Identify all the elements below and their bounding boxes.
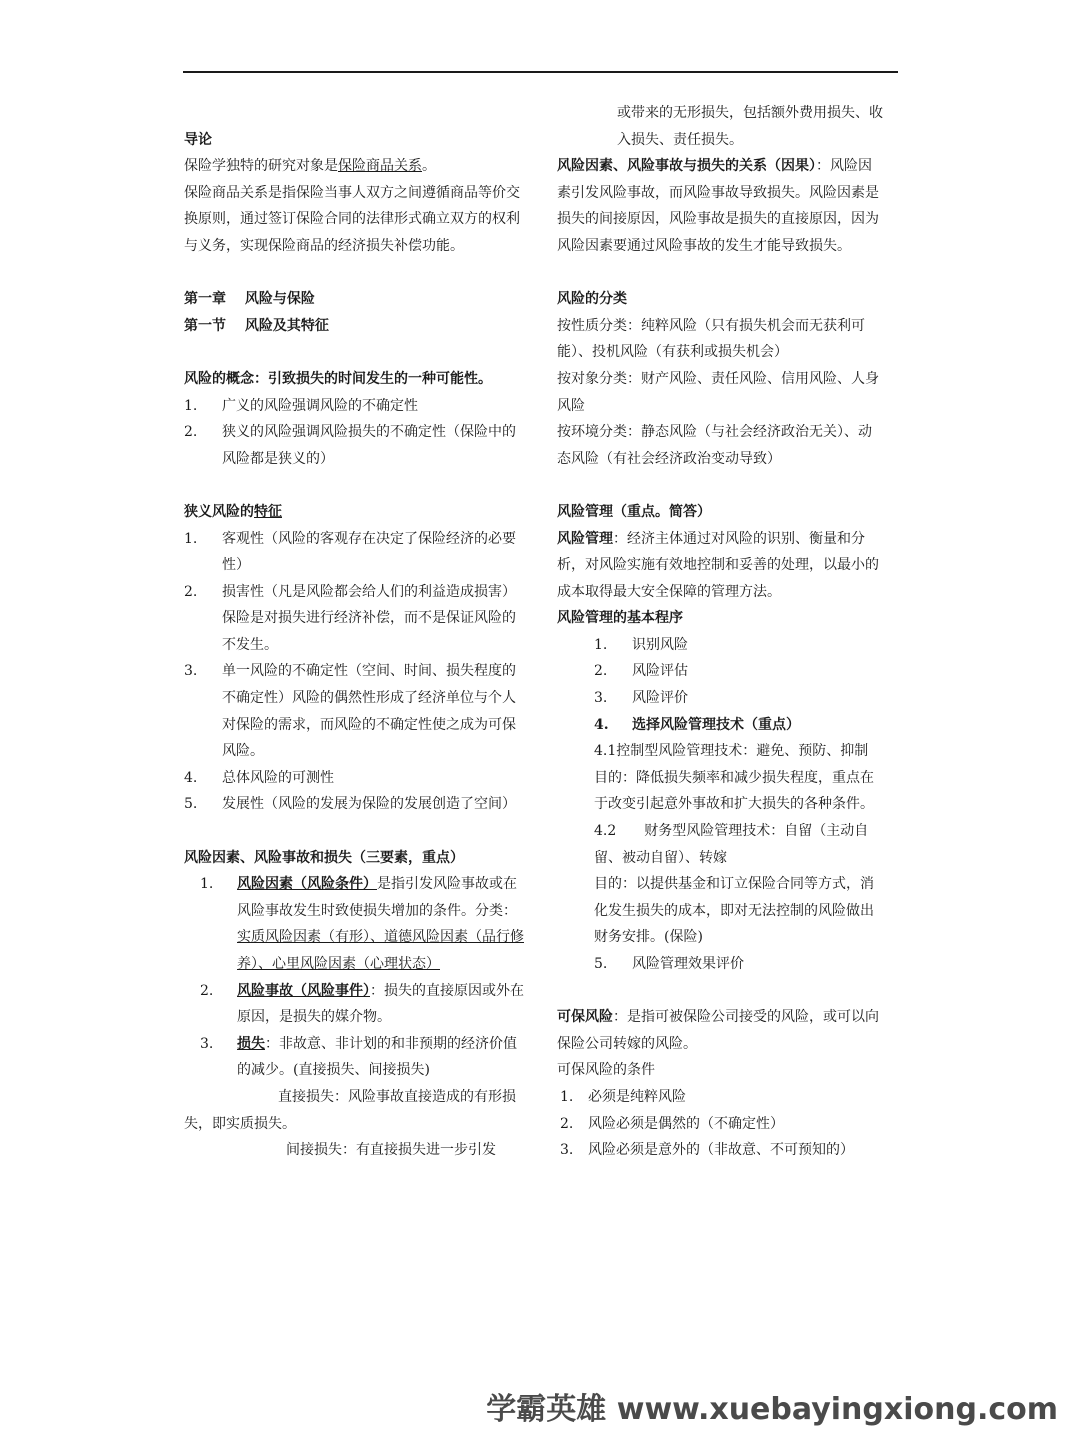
list-item: 1. 客观性（风险的客观存在决定了保险经济的必要性） [184,530,516,574]
list-item: 2. 风险事故（风险事件）：损失的直接原因或外在原因，是损失的媒介物。 [200,982,524,1026]
list-item: 5. 发展性（风险的发展为保险的发展创造了空间） [184,796,516,813]
features-title: 狭义风险的特征 [184,503,282,520]
list-item: 4. 总体风险的可测性 [184,769,334,786]
list-item: 1. 必须是纯粹风险 [560,1088,686,1105]
insurable-risk-definition: 可保风险：是指可被保险公司接受的风险，或可以向保险公司转嫁的风险。 [557,1009,879,1052]
classification-item: 按对象分类：财产风险、责任风险、信用风险、人身风险 [557,370,879,414]
indirect-loss: 间接损失：有直接损失进一步引发 [286,1142,496,1159]
intro-paragraph-2: 保险商品关系是指保险当事人双方之间遵循商品等价交换原则，通过签订保险合同的法律形式确立双方的权利与义务，实现保险商品的经济损失补偿功能。 [184,184,520,254]
right-column [557,100,885,1164]
control-technique-goal: 目的：降低损失频率和减少损失程度，重点在于改变引起意外事故和扩大损失的各种条件。 [594,769,874,813]
list-item: 3. 风险评价 [594,690,688,707]
three-elements-title: 风险因素、风险事故和损失（三要素，重点） [184,849,464,866]
insurance-commodity-link: 保险商品关系 [338,158,422,175]
list-item: 3. 风险必须是意外的（非故意、不可预知的） [560,1142,854,1159]
list-item: 2. 风险必须是偶然的（不确定性） [560,1115,784,1132]
header-rule [183,71,898,73]
relation-paragraph: 风险因素、风险事故与损失的关系（因果）：风险因素引发风险事故，而风险事故导致损失。风险因素是损失的间接原因，风险事故是损失的直接原因，因为风险因素要通过风险事故的发生才能导致损失。 [557,158,879,254]
classification-title: 风险的分类 [557,291,627,308]
list-item: 4. 选择风险管理技术（重点） [594,716,800,733]
list-item: 2. 风险评估 [594,663,688,680]
risk-management-title: 风险管理（重点。简答） [557,503,711,520]
list-item: 2. 损害性（凡是风险都会给人们的利益造成损害）保险是对损失进行经济补偿，而不是保证风险的不发生。 [184,583,516,653]
list-item: 3. 单一风险的不确定性（空间、时间、损失程度的不确定性）风险的偶然性形成了经济单位与个人对保险的需求，而风险的不确定性使之成为可保风险。 [184,663,516,760]
list-item: 1. 识别风险 [594,636,688,653]
list-item: 3. 损失：非故意、非计划的和非预期的经济价值的减少。(直接损失、间接损失) [200,1035,517,1079]
classification-item: 按性质分类：纯粹风险（只有损失机会而无获利可能）、投机风险（有获利或损失机会） [557,317,865,361]
financial-technique: 4.2 财务型风险管理技术：自留（主动自留、被动自留）、转嫁 [594,823,869,866]
classification-item: 按环境分类：静态风险（与社会经济政治无关）、动态风险（有社会经济政治变动导致） [557,424,872,467]
chapter-title: 第一章 风险与保险 [184,291,315,308]
procedure-title: 风险管理的基本程序 [557,610,683,627]
intro-paragraph-1: 保险学独特的研究对象是保险商品关系。 [184,158,436,175]
left-column [184,100,524,1164]
intro-title: 导论 [184,131,212,148]
indirect-loss-continued: 或带来的无形损失，包括额外费用损失、收入损失、责任损失。 [617,105,883,148]
list-item: 1. 风险因素（风险条件）是指引发风险事故或在风险事故发生时致使损失增加的条件。分类：实质风险因素（有形）、道德风险因素（品行修养）、心里风险因素（心理状态） [200,876,524,972]
section-title: 第一节 风险及其特征 [184,317,329,334]
control-technique: 4.1控制型风险管理技术：避免、预防、抑制 [594,743,869,760]
conditions-title: 可保风险的条件 [557,1062,655,1079]
direct-loss: 直接损失：风险事故直接造成的有形损失，即实质损失。 [184,1088,516,1132]
risk-management-definition: 风险管理：经济主体通过对风险的识别、衡量和分析，对风险实施有效地控制和妥善的处理，以最小的成本取得最大安全保障的管理方法。 [557,530,879,600]
risk-concept: 风险的概念：引致损失的时间发生的一种可能性。 [184,370,492,387]
list-item: 1. 广义的风险强调风险的不确定性 [184,397,418,414]
watermark: 学霸英雄 www.xuebayingxiong.com [486,1392,1058,1427]
financial-technique-goal: 目的：以提供基金和订立保险合同等方式，消化发生损失的成本，即对无法控制的风险做出财务安排。(保险) [594,876,874,946]
list-item: 2. 狭义的风险强调风险损失的不确定性（保险中的风险都是狭义的） [184,424,516,467]
list-item: 5. 风险管理效果评价 [594,956,744,972]
